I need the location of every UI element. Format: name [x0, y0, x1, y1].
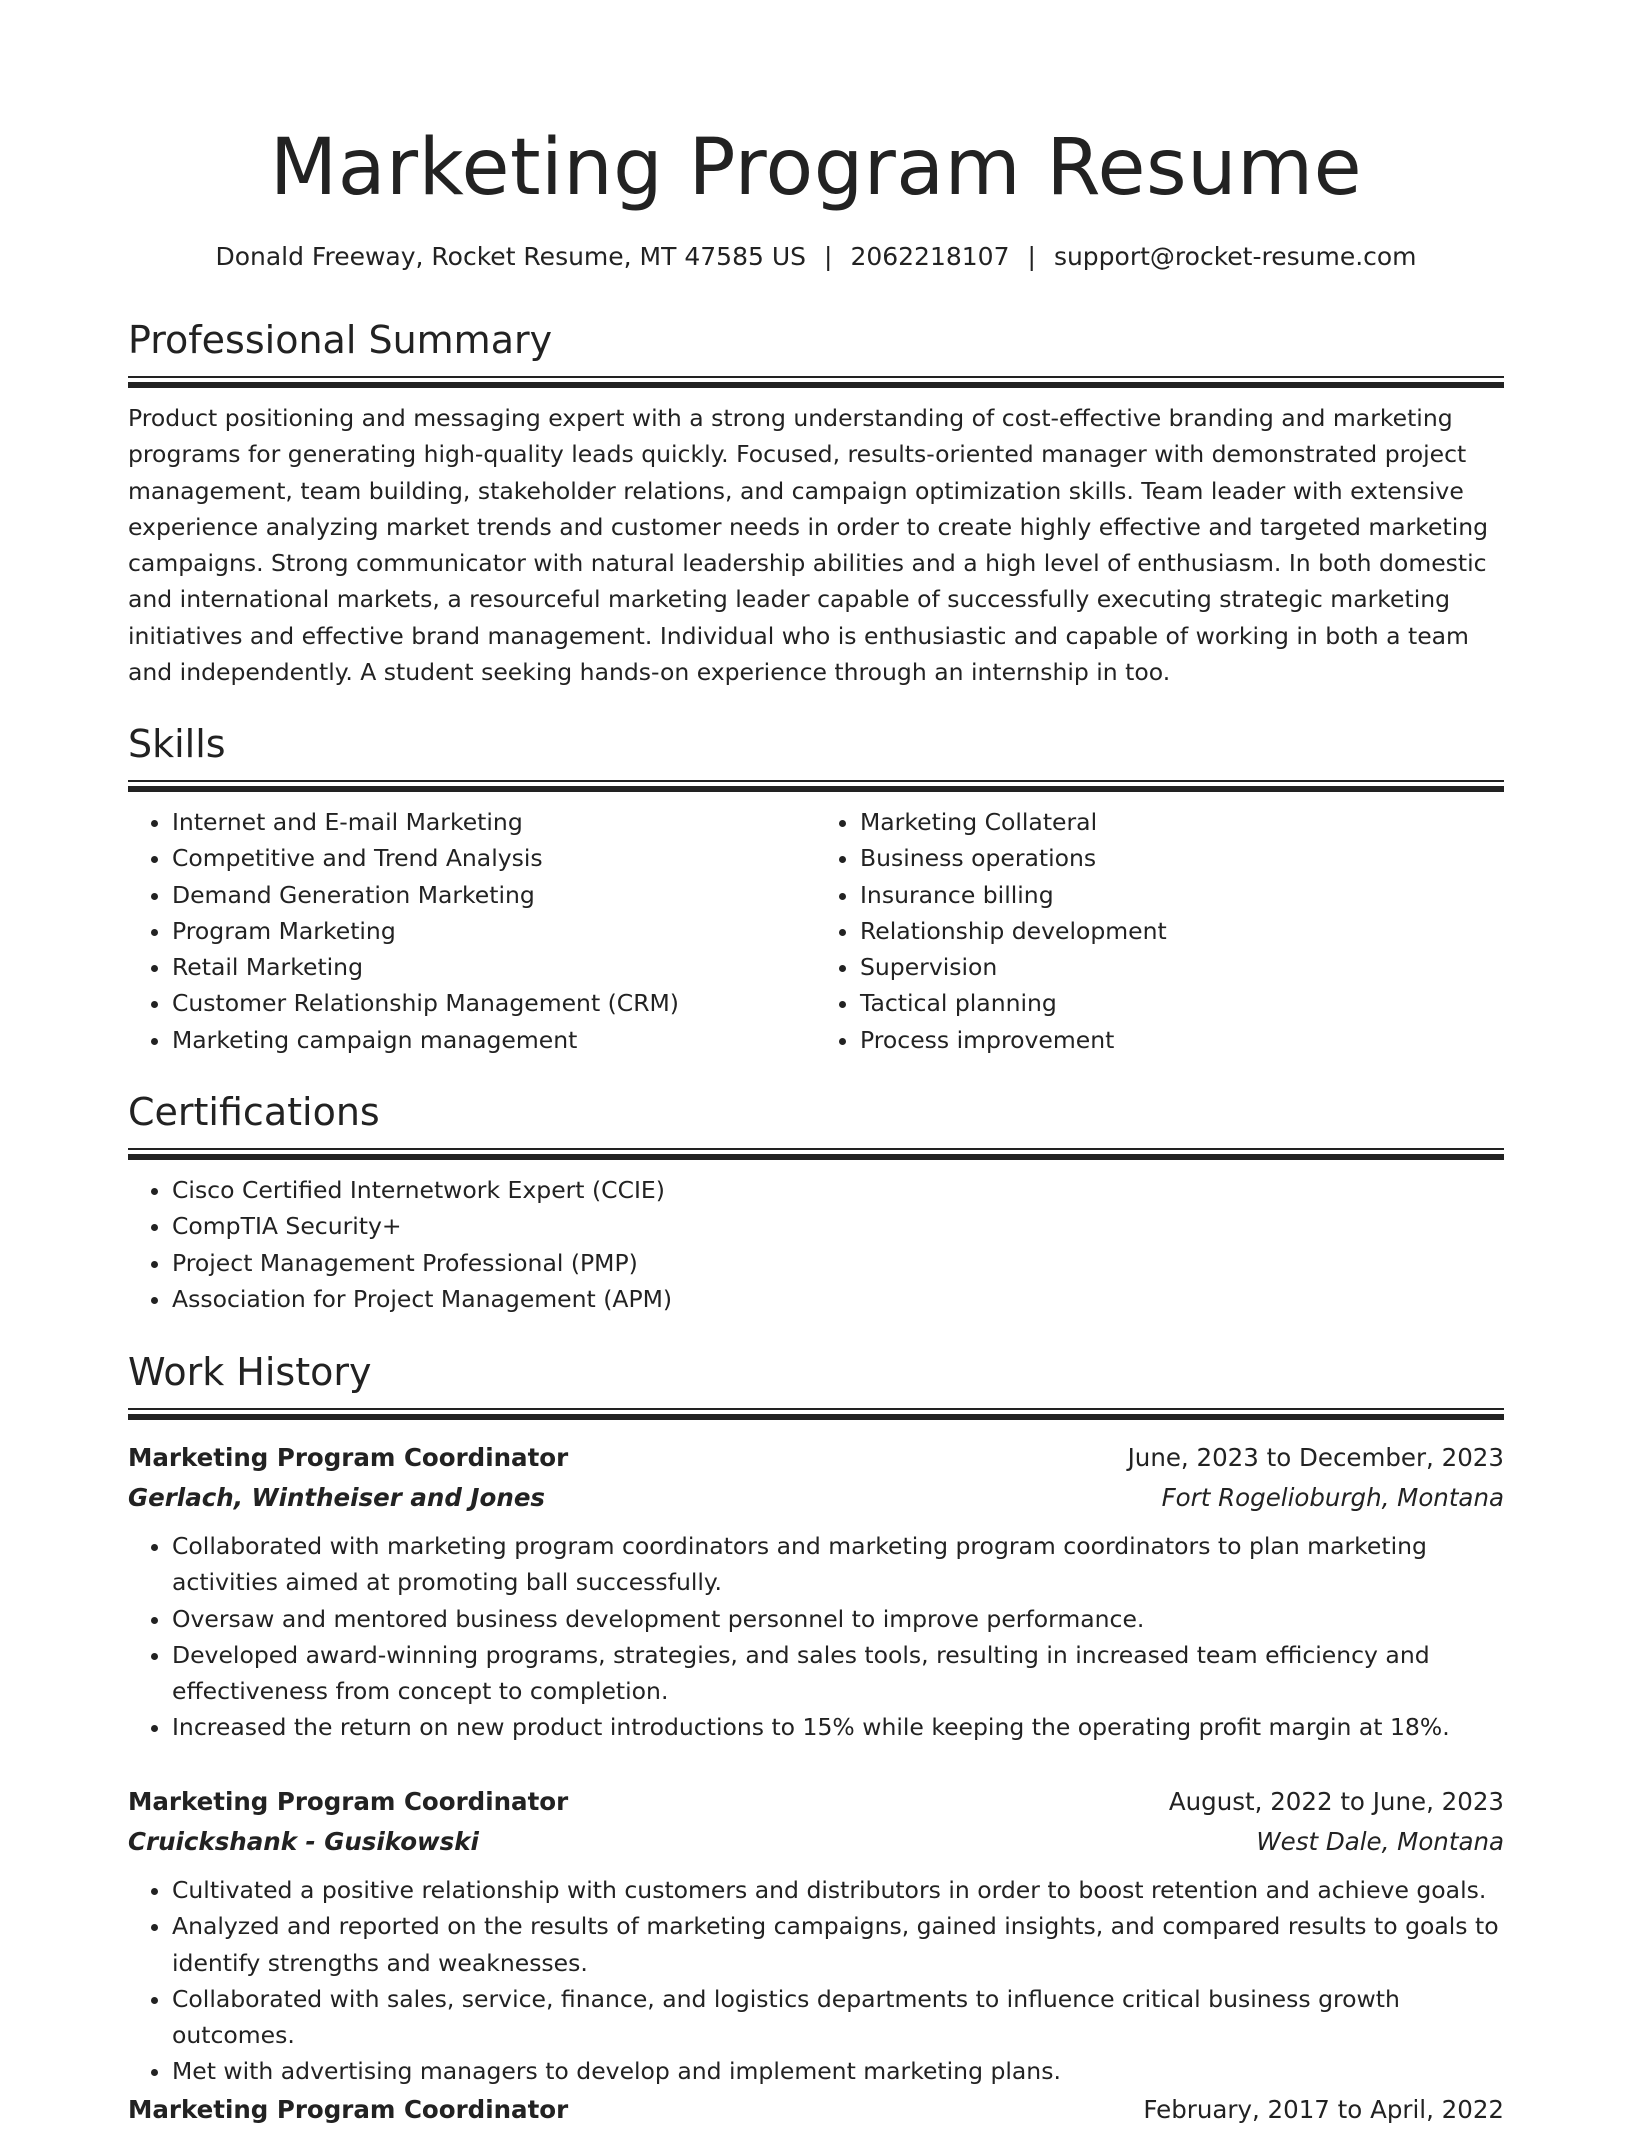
- skill-item: • Marketing campaign management: [172, 1022, 816, 1058]
- job-header: [128, 1782, 1504, 1822]
- skill-item: • Retail Marketing: [172, 949, 816, 985]
- job-subheader: [128, 1478, 1504, 1518]
- job-bullet: • Oversaw and mentored business development personnel to improve performance.: [172, 1601, 1504, 1637]
- job-entry: [128, 1438, 1504, 1746]
- section-title-work-history: Work History: [128, 1350, 372, 1394]
- skill-item: • Internet and E-mail Marketing: [172, 804, 816, 840]
- job-location: West Dale, Montana: [1256, 1827, 1504, 1856]
- skills-column-left: [128, 804, 816, 1058]
- job-bullet: • Cultivated a positive relationship with customers and distributors in order to boost retention and achieve goals.: [172, 1872, 1504, 1908]
- skill-item: • Program Marketing: [172, 913, 816, 949]
- summary-section: [128, 316, 1504, 690]
- resume-title: Marketing Program Resume: [269, 123, 1363, 213]
- certification-item: • Association for Project Management (APM): [172, 1281, 1504, 1317]
- section-title-skills: Skills: [128, 722, 226, 766]
- job-bullet: • Analyzed and reported on the results of marketing campaigns, gained insights, and compared results to goals to identify strengths and weaknesses.: [172, 1908, 1504, 1981]
- job-dates: June, 2023 to December, 2023: [1127, 1443, 1504, 1472]
- certifications-section: [128, 1088, 1504, 1317]
- job-company: Cruickshank - Gusikowski: [128, 1827, 479, 1856]
- job-company: Gerlach, Wintheiser and Jones: [128, 1483, 546, 1512]
- contact-separator: |: [1027, 242, 1036, 271]
- skill-item: • Relationship development: [860, 913, 1504, 949]
- job-entry: [128, 2090, 1504, 2130]
- job-bullet: • Developed award-winning programs, strategies, and sales tools, resulting in increased team efficiency and effectiveness from concept to completion.: [172, 1637, 1504, 1710]
- skill-item: • Tactical planning: [860, 985, 1504, 1021]
- section-divider: [128, 376, 1504, 388]
- skill-item: • Process improvement: [860, 1022, 1504, 1058]
- skill-item: • Competitive and Trend Analysis: [172, 840, 816, 876]
- skills-columns: [128, 804, 1504, 1058]
- work-history-section: [128, 1348, 1504, 1420]
- contact-phone: 2062218107: [850, 242, 1010, 271]
- job-subheader: [128, 1822, 1504, 1862]
- section-title-certifications: Certifications: [128, 1090, 380, 1134]
- section-divider: [128, 1148, 1504, 1160]
- certification-item: • CompTIA Security+: [172, 1208, 1504, 1244]
- job-title: Marketing Program Coordinator: [128, 1443, 569, 1472]
- skill-item: • Business operations: [860, 840, 1504, 876]
- section-title-summary: Professional Summary: [128, 318, 553, 362]
- job-bullets: [128, 1872, 1504, 2090]
- job-header: [128, 2090, 1504, 2130]
- job-bullet: • Met with advertising managers to develop and implement marketing plans.: [172, 2053, 1504, 2089]
- contact-line: [128, 240, 1504, 274]
- job-entry: [128, 1782, 1504, 2090]
- contact-address: Donald Freeway, Rocket Resume, MT 47585 US: [215, 242, 806, 271]
- certification-item: • Project Management Professional (PMP): [172, 1245, 1504, 1281]
- job-title: Marketing Program Coordinator: [128, 1787, 569, 1816]
- skill-item: • Customer Relationship Management (CRM): [172, 985, 816, 1021]
- certification-item: • Cisco Certified Internetwork Expert (CCIE): [172, 1172, 1504, 1208]
- skill-item: • Supervision: [860, 949, 1504, 985]
- job-bullets: [128, 1528, 1504, 1746]
- contact-separator: |: [824, 242, 833, 271]
- job-header: [128, 1438, 1504, 1478]
- job-title: Marketing Program Coordinator: [128, 2095, 569, 2124]
- section-divider: [128, 1408, 1504, 1420]
- job-location: Fort Rogelioburgh, Montana: [1161, 1483, 1504, 1512]
- skill-item: • Marketing Collateral: [860, 804, 1504, 840]
- job-bullet: • Collaborated with marketing program coordinators and marketing program coordinators to plan marketing activities aimed at promoting ball successfully.: [172, 1528, 1504, 1601]
- job-dates: February, 2017 to April, 2022: [1143, 2095, 1504, 2124]
- skills-section: [128, 720, 1504, 1058]
- contact-email: support@rocket-resume.com: [1053, 242, 1417, 271]
- resume-page: [128, 0, 1504, 2124]
- skills-column-right: [816, 804, 1504, 1058]
- job-bullet: • Collaborated with sales, service, finance, and logistics departments to influence critical business growth outcomes.: [172, 1981, 1504, 2054]
- summary-text: Product positioning and messaging expert with a strong understanding of cost-effective branding and marketing programs for generating high-quality leads quickly. Focused, results-oriented manager with demonstrated project management, team building, stakeholder relations, and campaign optimization skills. Team leader with extensive experience analyzing market trends and customer needs in order to create highly effective and targeted marketing campaigns. Strong communicator with natural leadership abilities and a high level of enthusiasm. In both domestic and international markets, a resourceful marketing leader capable of successfully executing strategic marketing initiatives and effective brand management. Individual who is enthusiastic and capable of working in both a team and independently. A student seeking hands-on experience through an internship in too.: [128, 404, 1489, 687]
- job-bullet: • Increased the return on new product introductions to 15% while keeping the operating profit margin at 18%.: [172, 1709, 1504, 1745]
- skill-item: • Demand Generation Marketing: [172, 877, 816, 913]
- job-dates: August, 2022 to June, 2023: [1168, 1787, 1504, 1816]
- skill-item: • Insurance billing: [860, 877, 1504, 913]
- section-divider: [128, 780, 1504, 792]
